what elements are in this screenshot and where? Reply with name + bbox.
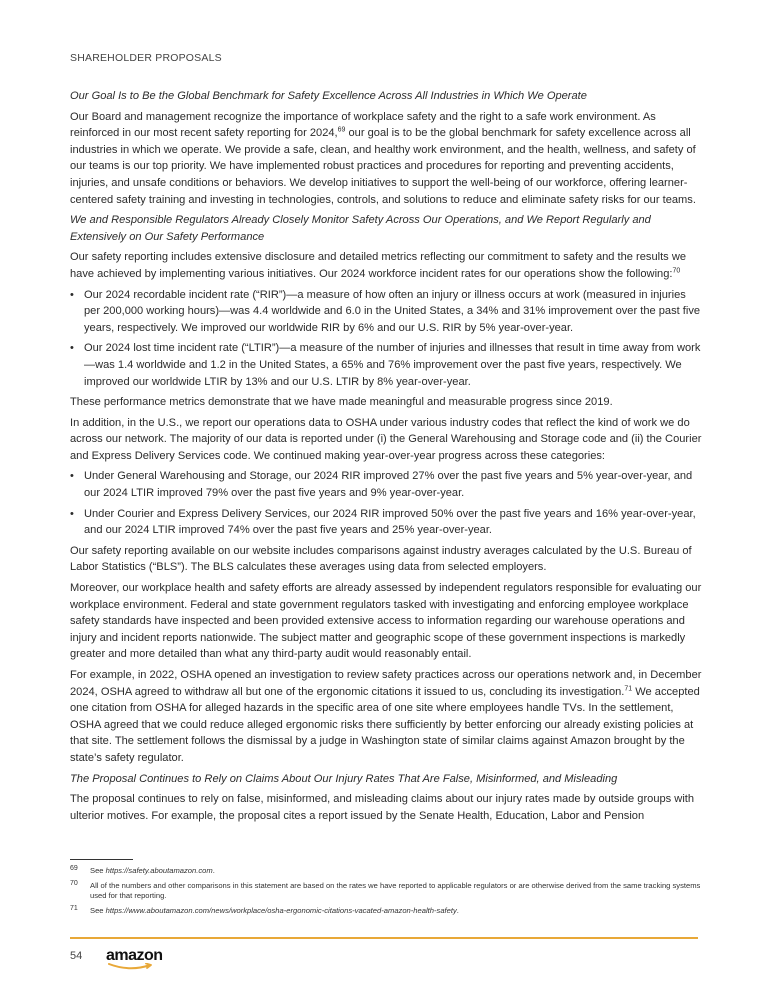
paragraph-progress: These performance metrics demonstrate that we have made meaningful and measurable progress since 2019. xyxy=(70,396,613,409)
list-item: • Our 2024 lost time incident rate (“LTIR”)—a measure of the number of injuries and illnesses that result in time away from work—was 1.4 worldwide and 1.2 in the United States, a 65% and 76% improvement over the past five years, respectively. We improved our worldwide LTIR by 13% and our U.S. LTIR by 8% year-over-year. xyxy=(70,340,702,390)
bullet-list-incident-rates xyxy=(70,287,702,391)
list-item: • Our 2024 recordable incident rate (“RIR”)—a measure of how often an injury or illness occurs at work (measured in injuries per 200,000 working hours)—was 4.4 worldwide and 6.0 in the United States, a 34% and 31% improvement over the past five years, respectively. We improved our worldwide RIR by 6% and our U.S. RIR by 5% year-over-year. xyxy=(70,287,702,337)
footnote-71: 71 See https://www.aboutamazon.com/news/workplace/osha-ergonomic-citations-vacated-amazon-health-safety. xyxy=(70,904,459,915)
heading-false-claims: The Proposal Continues to Rely on Claims About Our Injury Rates That Are False, Misinformed, and Misleading xyxy=(70,772,618,785)
paragraph-safety-reporting: Our safety reporting includes extensive disclosure and detailed metrics reflecting our commitment to safety and the results we have achieved by implementing various initiatives. Our 2024 workforce incident rates for our operations show the following:$^{70}$ xyxy=(70,251,686,280)
footnote-ref-69[interactable]: 69 xyxy=(337,126,346,134)
list-item: • Under General Warehousing and Storage, our 2024 RIR improved 27% over the past five years and 5% year-over-year, and our 2024 LTIR improved 79% over the past five years and 9% year-over-year. xyxy=(70,468,702,501)
footnote-link[interactable]: https://www.aboutamazon.com/news/workplace/osha-ergonomic-citations-vacated-amazon-health-safety xyxy=(105,905,457,915)
footnotes xyxy=(70,866,702,920)
logo-wordmark: amazon xyxy=(106,947,163,964)
footnote-ref-71[interactable]: 71 xyxy=(624,684,633,692)
page-number: 54 xyxy=(70,950,83,962)
list-item: • Under Courier and Express Delivery Services, our 2024 RIR improved 50% over the past five years and 16% year-over-year, and our 2024 LTIR improved 74% over the past five years and 25% year-over-year. xyxy=(70,506,702,539)
heading-safety-goal: Our Goal Is to Be the Global Benchmark for Safety Excellence Across All Industries in Which We Operate xyxy=(70,90,587,102)
heading-regulators: We and Responsible Regulators Already Closely Monitor Safety Across Our Operations, and We Report Regularly and Extensively on Our Safety Performance xyxy=(70,214,651,243)
document-body xyxy=(70,88,702,828)
footnote-70: 70 All of the numbers and other comparisons in this statement are based on the rates we have reported to applicable regulators or are otherwise derived from the same tracking systems used for that reporting. xyxy=(70,879,701,900)
footnote-link[interactable]: https://safety.aboutamazon.com xyxy=(105,866,213,875)
amazon-smile-icon xyxy=(106,963,162,971)
footnote-69: 69 See https://safety.aboutamazon.com. xyxy=(70,865,215,875)
footer-accent-rule xyxy=(70,937,698,939)
paragraph-osha-investigation: For example, in 2022, OSHA opened an investigation to review safety practices across our operations network and, in December 2024, OSHA agreed to withdraw all but one of the ergonomic citations it issued to us, concluding its investigation.$^{71}$ We accepted one citation from OSHA for alleged hazards in the specific area of one site where employees handle TVs. In the settlement, OSHA agreed that we could reduce alleged ergonomic risks there sufficiently by better enforcing our already existing policies at that site. The settlement follows the dismissal by a judge in Washington state of similar claims against Amazon brought by the state’s safety regulator. xyxy=(70,669,702,764)
paragraph-regulators-assessment: Moreover, our workplace health and safety efforts are already assessed by independent regulators responsible for evaluating our workplace environment. Federal and state government regulators tasked with investigating and enforcing employee workplace safety standards have inspected and been provided extensive access to information regarding our warehouse operations and injury and incident reports nationwide. The subject matter and geographic scope of these government inspections is markedly greater and more detailed than what any third-party audit would reasonably entail. xyxy=(70,582,702,661)
bullet-list-osha-categories xyxy=(70,468,702,538)
footnote-divider xyxy=(70,859,133,860)
paragraph-bls: Our safety reporting available on our website includes comparisons against industry averages calculated by the U.S. Bureau of Labor Statistics (“BLS”). The BLS calculates these averages using data from selected employers. xyxy=(70,544,692,574)
section-label: SHAREHOLDER PROPOSALS xyxy=(70,52,222,64)
amazon-logo-icon xyxy=(106,948,162,970)
paragraph-safety-goal: Our Board and management recognize the importance of workplace safety and the right to a safe work environment. As reinforced in our most recent safety reporting for 2024,69 our goal is to be the global benchmark for safety excellence across all industries in which we operate. We provide a safe, clean, and healthy work environment, and the health, wellness, and safety of our teams is our top priority. We have implemented robust practices and procedures for reporting and preventing accidents, injuries, and unsafe conditions or behaviors. We develop initiatives to support the well-being of our workforce, offering learner-centered safety training and investing in technologies, controls, and solutions to reduce and eliminate safety risks for our teams. xyxy=(70,110,696,206)
paragraph-osha-codes: In addition, in the U.S., we report our operations data to OSHA under various industry codes that reflect the kind of work we do across our network. The majority of our data is reported under (i) the General Warehousing and Storage code and (ii) the Courier and Express Delivery Services code. We continued making year-over-year progress across these categories: xyxy=(70,416,702,462)
footnote-ref-70[interactable]: 70 xyxy=(672,267,681,275)
paragraph-false-claims: The proposal continues to rely on false, misinformed, and misleading claims about our injury rates made by outside groups with ulterior motives. For example, the proposal cites a report issued by the Senate Health, Education, Labor and Pension xyxy=(70,793,695,822)
